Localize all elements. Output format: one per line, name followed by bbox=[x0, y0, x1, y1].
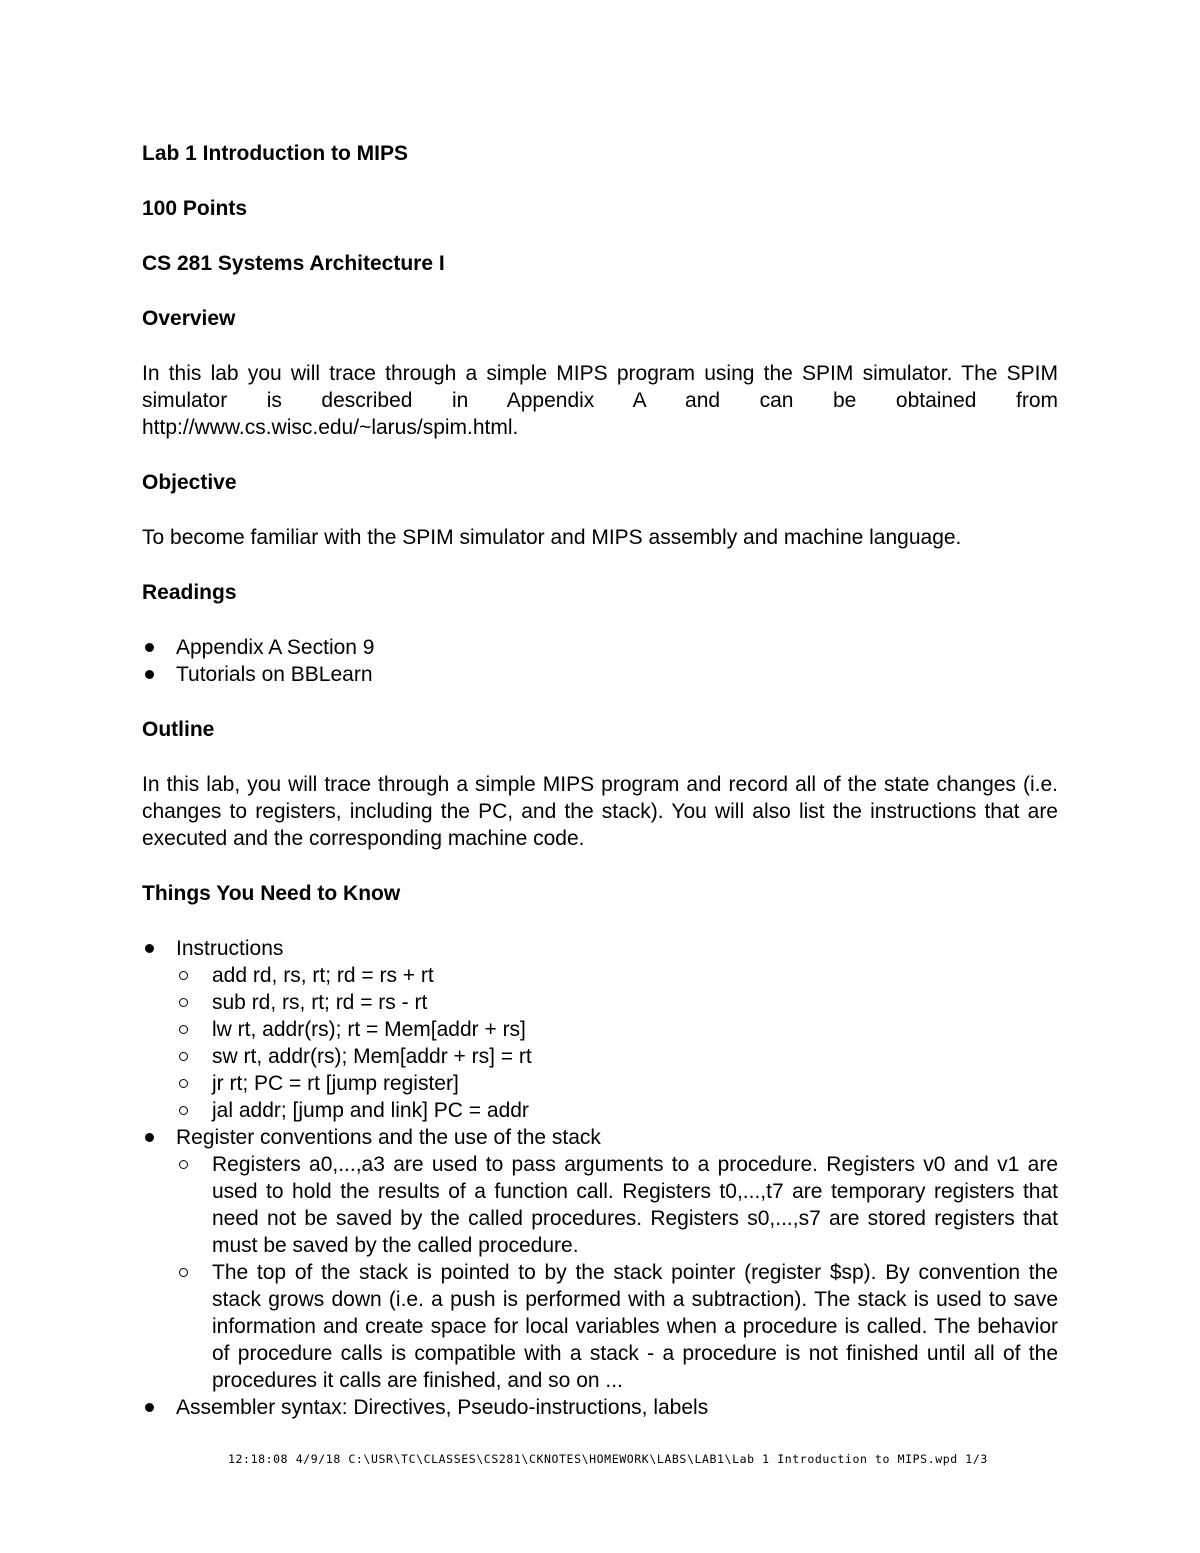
list-item bbox=[142, 634, 1058, 661]
circle-bullet-icon bbox=[179, 971, 188, 980]
circle-bullet-icon bbox=[179, 1160, 188, 1169]
list-item bbox=[176, 1259, 1058, 1394]
list-item bbox=[176, 1016, 1058, 1043]
list-item bbox=[176, 1070, 1058, 1097]
list-item bbox=[142, 935, 1058, 1124]
instruction-item: sw rt, addr(rs); Mem[addr + rs] = rt bbox=[212, 1045, 532, 1068]
instruction-item: sub rd, rs, rt; rd = rs - rt bbox=[212, 991, 428, 1014]
reading-item: Appendix A Section 9 bbox=[176, 636, 375, 659]
list-item bbox=[176, 989, 1058, 1016]
list-item bbox=[176, 1043, 1058, 1070]
circle-bullet-icon bbox=[179, 998, 188, 1007]
bullet-icon bbox=[145, 1403, 154, 1412]
circle-bullet-icon bbox=[179, 1025, 188, 1034]
points-heading: 100 Points bbox=[142, 197, 248, 220]
instruction-item: jal addr; [jump and link] PC = addr bbox=[212, 1099, 529, 1122]
document-title: Lab 1 Introduction to MIPS bbox=[142, 142, 408, 165]
course-heading: CS 281 Systems Architecture I bbox=[142, 252, 445, 275]
list-item bbox=[142, 1124, 1058, 1394]
instruction-item: add rd, rs, rt; rd = rs + rt bbox=[212, 964, 434, 987]
circle-bullet-icon bbox=[179, 1079, 188, 1088]
conventions-label: Register conventions and the use of the stack bbox=[176, 1126, 601, 1149]
overview-heading: Overview bbox=[142, 307, 236, 330]
list-item bbox=[142, 1394, 1058, 1421]
things-list bbox=[142, 935, 1058, 1421]
overview-text: In this lab you will trace through a simple MIPS program using the SPIM simulator. The SPIM simulator is described in Appendix A and can be obtained from http://www.cs.wisc.edu/~larus/spim.html. bbox=[142, 362, 1058, 439]
circle-bullet-icon bbox=[179, 1268, 188, 1277]
outline-text: In this lab, you will trace through a simple MIPS program and record all of the state changes (i.e. changes to registers, including the PC, and the stack). You will also list the instructions that are executed and the corresponding machine code. bbox=[142, 773, 1058, 850]
document-page bbox=[142, 140, 1058, 1449]
instructions-sublist bbox=[176, 962, 1058, 1124]
list-item bbox=[176, 1151, 1058, 1259]
list-item bbox=[142, 661, 1058, 688]
readings-heading: Readings bbox=[142, 581, 237, 604]
list-item bbox=[176, 1097, 1058, 1124]
objective-heading: Objective bbox=[142, 471, 237, 494]
assembler-label: Assembler syntax: Directives, Pseudo-instructions, labels bbox=[176, 1396, 709, 1419]
outline-heading: Outline bbox=[142, 718, 215, 741]
objective-text: To become familiar with the SPIM simulator and MIPS assembly and machine language. bbox=[142, 526, 962, 549]
instruction-item: jr rt; PC = rt [jump register] bbox=[212, 1072, 459, 1095]
circle-bullet-icon bbox=[179, 1052, 188, 1061]
instructions-label: Instructions bbox=[176, 937, 284, 960]
reading-item: Tutorials on BBLearn bbox=[176, 663, 373, 686]
page-footer: 12:18:08 4/9/18 C:\USR\TC\CLASSES\CS281\CKNOTES\HOMEWORK\LABS\LAB1\Lab 1 Introduction to MIPS.wpd 1/3 bbox=[228, 1452, 988, 1466]
convention-item: Registers a0,...,a3 are used to pass arguments to a procedure. Registers v0 and v1 are used to hold the results of a function call. Registers t0,...,t7 are temporary registers that need not be saved by the called procedures. Registers s0,...,s7 are stored registers that must be saved by the called procedure. bbox=[212, 1153, 1058, 1257]
instruction-item: lw rt, addr(rs); rt = Mem[addr + rs] bbox=[212, 1018, 526, 1041]
bullet-icon bbox=[145, 1133, 154, 1142]
bullet-icon bbox=[145, 643, 154, 652]
bullet-icon bbox=[145, 944, 154, 953]
list-item bbox=[176, 962, 1058, 989]
things-heading: Things You Need to Know bbox=[142, 882, 401, 905]
convention-item: The top of the stack is pointed to by the stack pointer (register $sp). By convention the stack grows down (i.e. a push is performed with a subtraction). The stack is used to save information and create space for local variables when a procedure is called. The behavior of procedure calls is compatible with a stack - a procedure is not finished until all of the procedures it calls are finished, and so on ... bbox=[212, 1261, 1058, 1392]
conventions-sublist bbox=[176, 1151, 1058, 1394]
bullet-icon bbox=[145, 670, 154, 679]
readings-list bbox=[142, 634, 1058, 688]
circle-bullet-icon bbox=[179, 1106, 188, 1115]
